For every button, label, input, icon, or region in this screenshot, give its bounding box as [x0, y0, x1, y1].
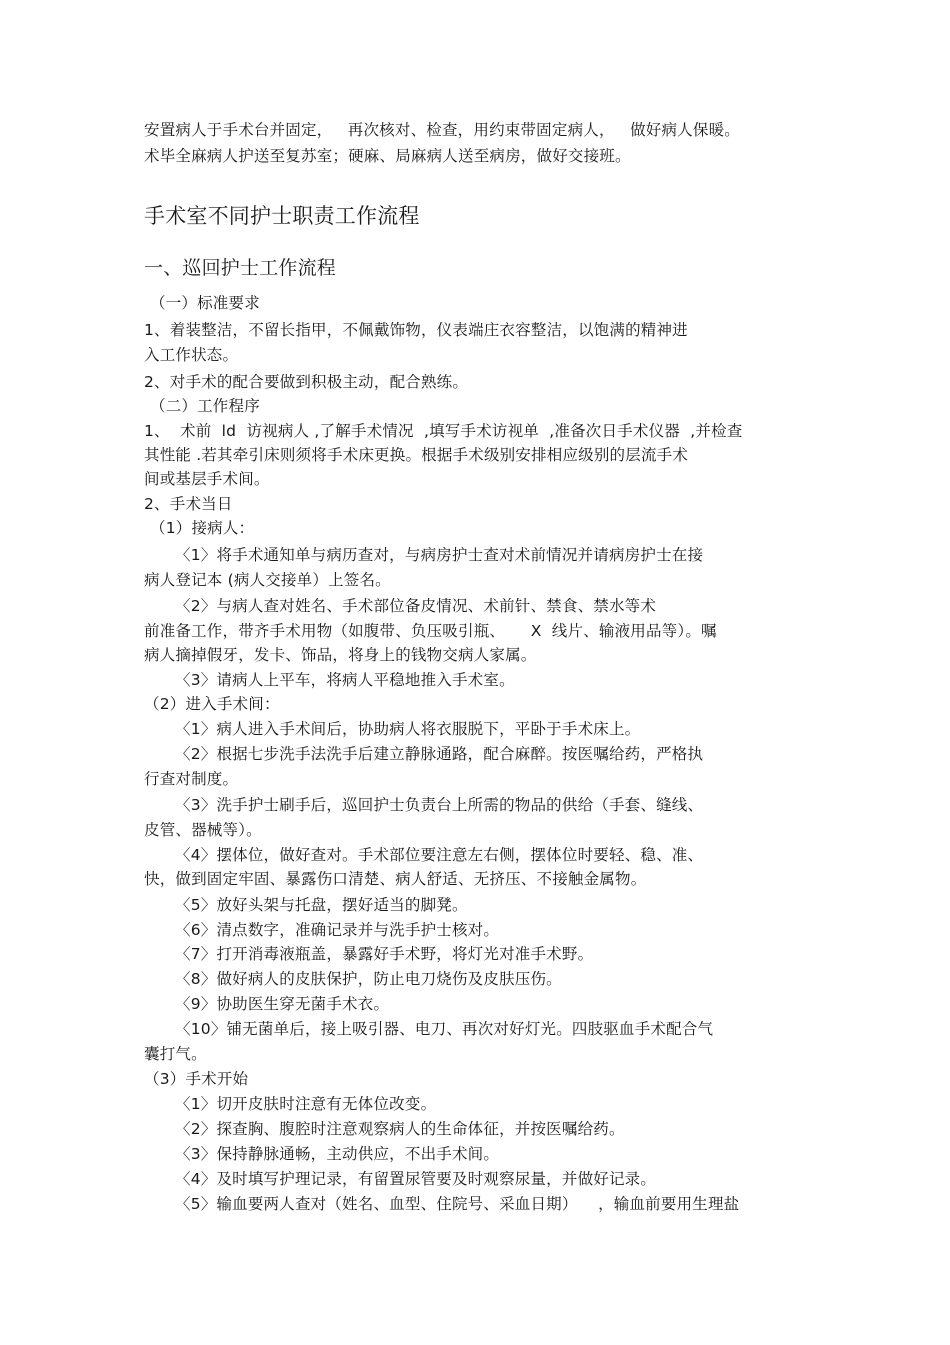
text-line: 其性能 .若其牵引床则须将手术床更换。根据手术级别安排相应级别的层流手术: [144, 446, 689, 464]
list-item: 〈9〉协助医生穿无菌手术衣。: [175, 995, 390, 1013]
text-line: 1、着装整洁，不留长指甲，不佩戴饰物，仪表端庄衣容整洁，以饱满的精神进: [144, 321, 688, 339]
list-item: 〈2〉探查胸、腹腔时注意观察病人的生命体征，并按医嘱给药。: [175, 1120, 625, 1138]
text-line: 病人摘掉假牙，发卡、饰品，将身上的钱物交病人家属。: [144, 646, 537, 664]
list-item: 〈2〉与病人查对姓名、手术部位备皮情况、术前针、禁食、禁水等术: [175, 597, 657, 615]
text-line: 前准备工作，带齐手术用物（如腹带、负压吸引瓶、 X 线片、输液用品等）。嘱: [144, 622, 717, 640]
list-item: 〈10〉铺无菌单后，接上吸引器、电刀、再次对好灯光。四肢驱血手术配合气: [175, 1020, 714, 1038]
list-item: 〈4〉及时填写护理记录，有留置尿管要及时观察尿量，并做好记录。: [175, 1170, 657, 1188]
text-line: 间或基层手术间。: [144, 470, 270, 488]
text-line: 2、对手术的配合要做到积极主动，配合熟练。: [144, 373, 469, 391]
list-item: 〈1〉将手术通知单与病历查对，与病房护士查对术前情况并请病房护士在接: [175, 546, 704, 564]
list-item: 〈1〉病人进入手术间后，协助病人将衣服脱下，平卧于手术床上。: [175, 720, 641, 738]
text-line: 2、手术当日: [144, 495, 233, 513]
list-item: 〈5〉输血要两人查对（姓名、血型、住院号、采血日期） ，输血前要用生理盐: [175, 1195, 740, 1213]
text-line: 皮管、器械等）。: [144, 821, 262, 839]
list-item: 〈3〉洗手护士刷手后，巡回护士负责台上所需的物品的供给（手套、缝线、: [175, 796, 704, 814]
text-line: 病人登记本 (病人交接单）上签名。: [144, 571, 391, 589]
intro-line-1: 安置病人于手术台并固定， 再次核对、检查，用约束带固定病人， 做好病人保暖。: [144, 121, 740, 139]
list-item: 〈7〉打开消毒液瓶盖，暴露好手术野，将灯光对准手术野。: [175, 945, 594, 963]
list-item: 〈6〉清点数字，准确记录并与洗手护士核对。: [175, 921, 500, 939]
list-item: 〈8〉做好病人的皮肤保护，防止电刀烧伤及皮肤压伤。: [175, 970, 562, 988]
list-item: 〈4〉摆体位，做好查对。手术部位要注意左右侧，摆体位时要轻、稳、准、: [175, 846, 704, 864]
text-line: 入工作状态。: [144, 346, 239, 364]
text-line: 囊打气。: [144, 1045, 207, 1063]
list-item: 〈3〉保持静脉通畅，主动供应，不出手术间。: [175, 1145, 500, 1163]
section-heading: 一、巡回护士工作流程: [144, 257, 337, 279]
step-heading: （2）进入手术间：: [144, 695, 280, 713]
list-item: 〈5〉放好头架与托盘，摆好适当的脚凳。: [175, 896, 468, 914]
list-item: 〈2〉根据七步洗手法洗手后建立静脉通路，配合麻醉。按医嘱给药，严格执: [175, 745, 704, 763]
text-line: 快，做到固定牢固、暴露伤口清楚、病人舒适、无挤压、不接触金属物。: [144, 870, 647, 888]
subsection-heading: （二）工作程序: [150, 397, 260, 415]
list-item: 〈3〉请病人上平车，将病人平稳地推入手术室。: [175, 671, 515, 689]
document-title: 手术室不同护士职责工作流程: [144, 204, 420, 228]
list-item: 〈1〉切开皮肤时注意有无体位改变。: [175, 1095, 437, 1113]
text-line: 行查对制度。: [144, 770, 239, 788]
step-heading: （1）接病人：: [150, 519, 255, 537]
step-heading: （3）手术开始: [144, 1070, 249, 1088]
subsection-heading: （一）标准要求: [150, 294, 260, 312]
text-line: 1、 术前 ld 访视病人 ,了解手术情况 ,填写手术访视单 ,准备次日手术仪器 ,并检查: [144, 422, 743, 440]
intro-line-2: 术毕全麻病人护送至复苏室；硬麻、局麻病人送至病房，做好交接班。: [144, 147, 631, 165]
